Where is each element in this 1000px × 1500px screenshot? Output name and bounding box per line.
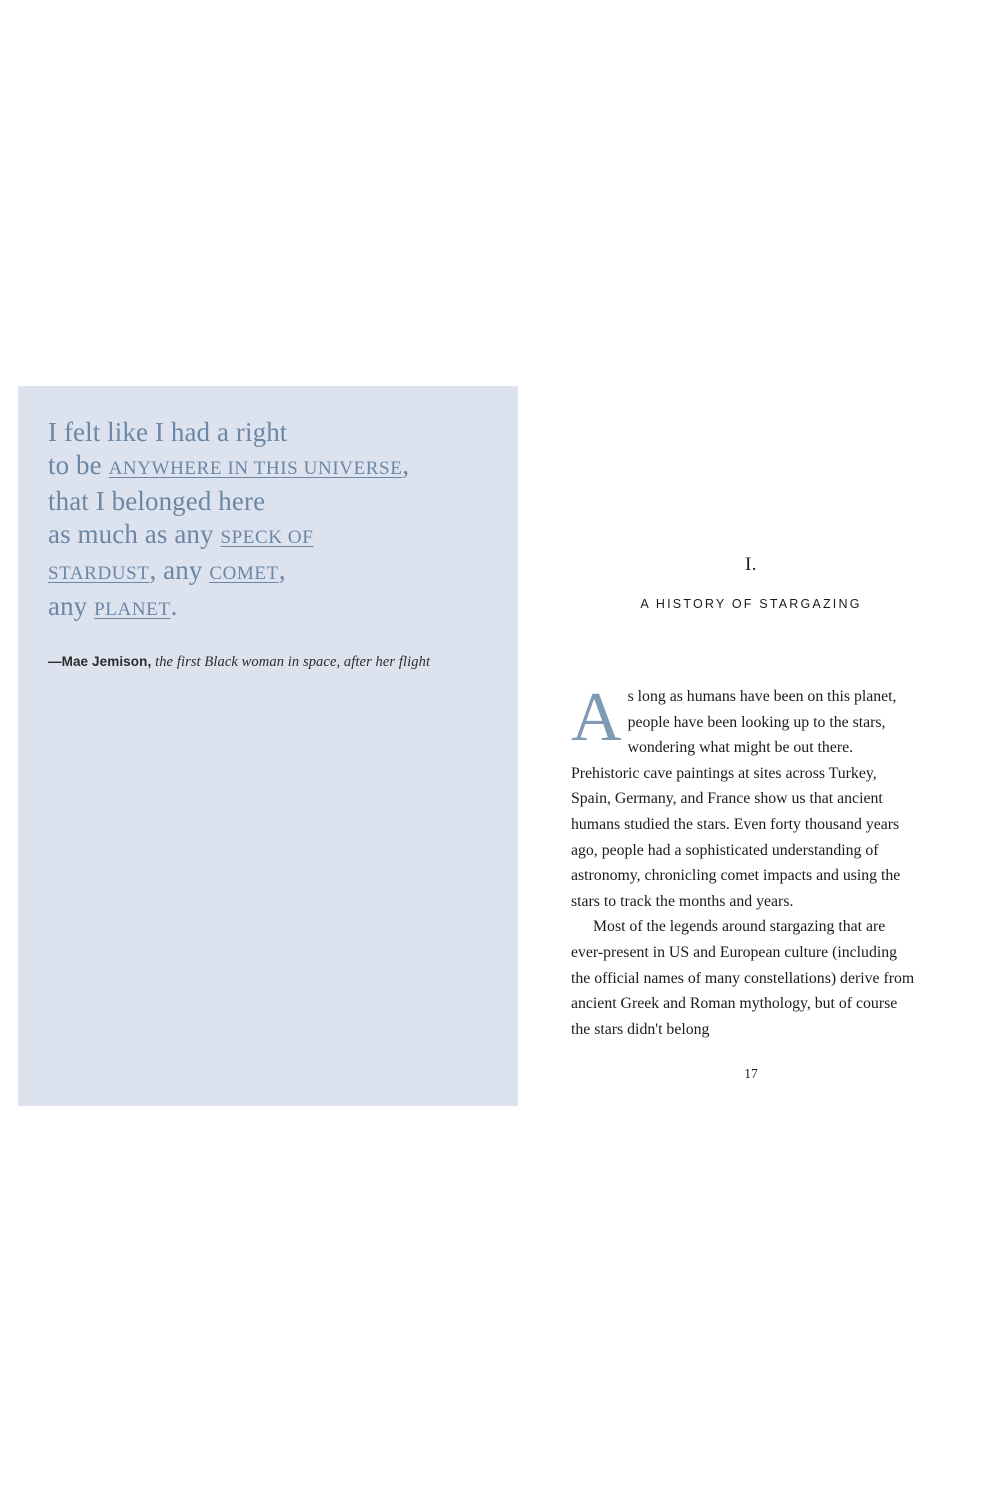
quote-line-1 [48, 416, 468, 449]
attribution-role: the first Black woman in space, after her flight [155, 654, 431, 670]
quote-line-3 [48, 485, 468, 518]
attribution-name: —Mae Jemison, [48, 654, 152, 669]
paragraph-1 [571, 679, 916, 914]
quote-line-4 [48, 518, 468, 554]
quote-text: that I belonged here [48, 486, 266, 516]
quote-text: any [48, 591, 95, 621]
quote-attribution [48, 654, 478, 671]
page-number: 17 [744, 1066, 758, 1081]
drop-cap: A [571, 679, 622, 756]
quote-page [18, 386, 518, 1106]
quote-line-6 [48, 590, 468, 626]
quote-text: as much as any [48, 519, 221, 549]
quote-punctuation: . [170, 591, 178, 621]
quote-text: I felt like I had a right [48, 417, 288, 447]
quote-text: , any [149, 555, 210, 585]
quote-emphasis: PLANET [94, 599, 171, 620]
quote-emphasis: ANYWHERE IN THIS UNIVERSE [108, 458, 403, 479]
paragraph-2: Most of the legends around stargazing that are ever-present in US and European culture (including the official names of many constellations) derive from ancient Greek and Roman mythology, but of course the stars didn't belong [571, 918, 915, 1038]
body-copy [571, 679, 916, 1042]
pull-quote [48, 416, 468, 626]
chapter-title: A HISTORY OF STARGAZING [640, 597, 862, 611]
paragraph-1-text: s long as humans have been on this planet, people have been looking up to the stars, wondering what might be out there. Prehistoric cave paintings at sites across Turkey, Spain, Germany, and France show us that ancient humans studied the stars. Even forty thousand years ago, people had a sophisticated understanding of astronomy, chronicling comet impacts and using the stars to track the months and years. [571, 688, 901, 910]
chapter-number: I. [744, 554, 758, 575]
quote-emphasis: STARDUST [48, 563, 150, 584]
quote-emphasis: SPECK OF [220, 527, 314, 548]
quote-text: to be [48, 450, 109, 480]
quote-punctuation: , [402, 450, 410, 480]
chapter-page [520, 386, 982, 1106]
quote-line-2 [48, 449, 468, 485]
quote-punctuation: , [278, 555, 286, 585]
quote-emphasis: COMET [209, 563, 279, 584]
quote-line-5 [48, 554, 468, 590]
